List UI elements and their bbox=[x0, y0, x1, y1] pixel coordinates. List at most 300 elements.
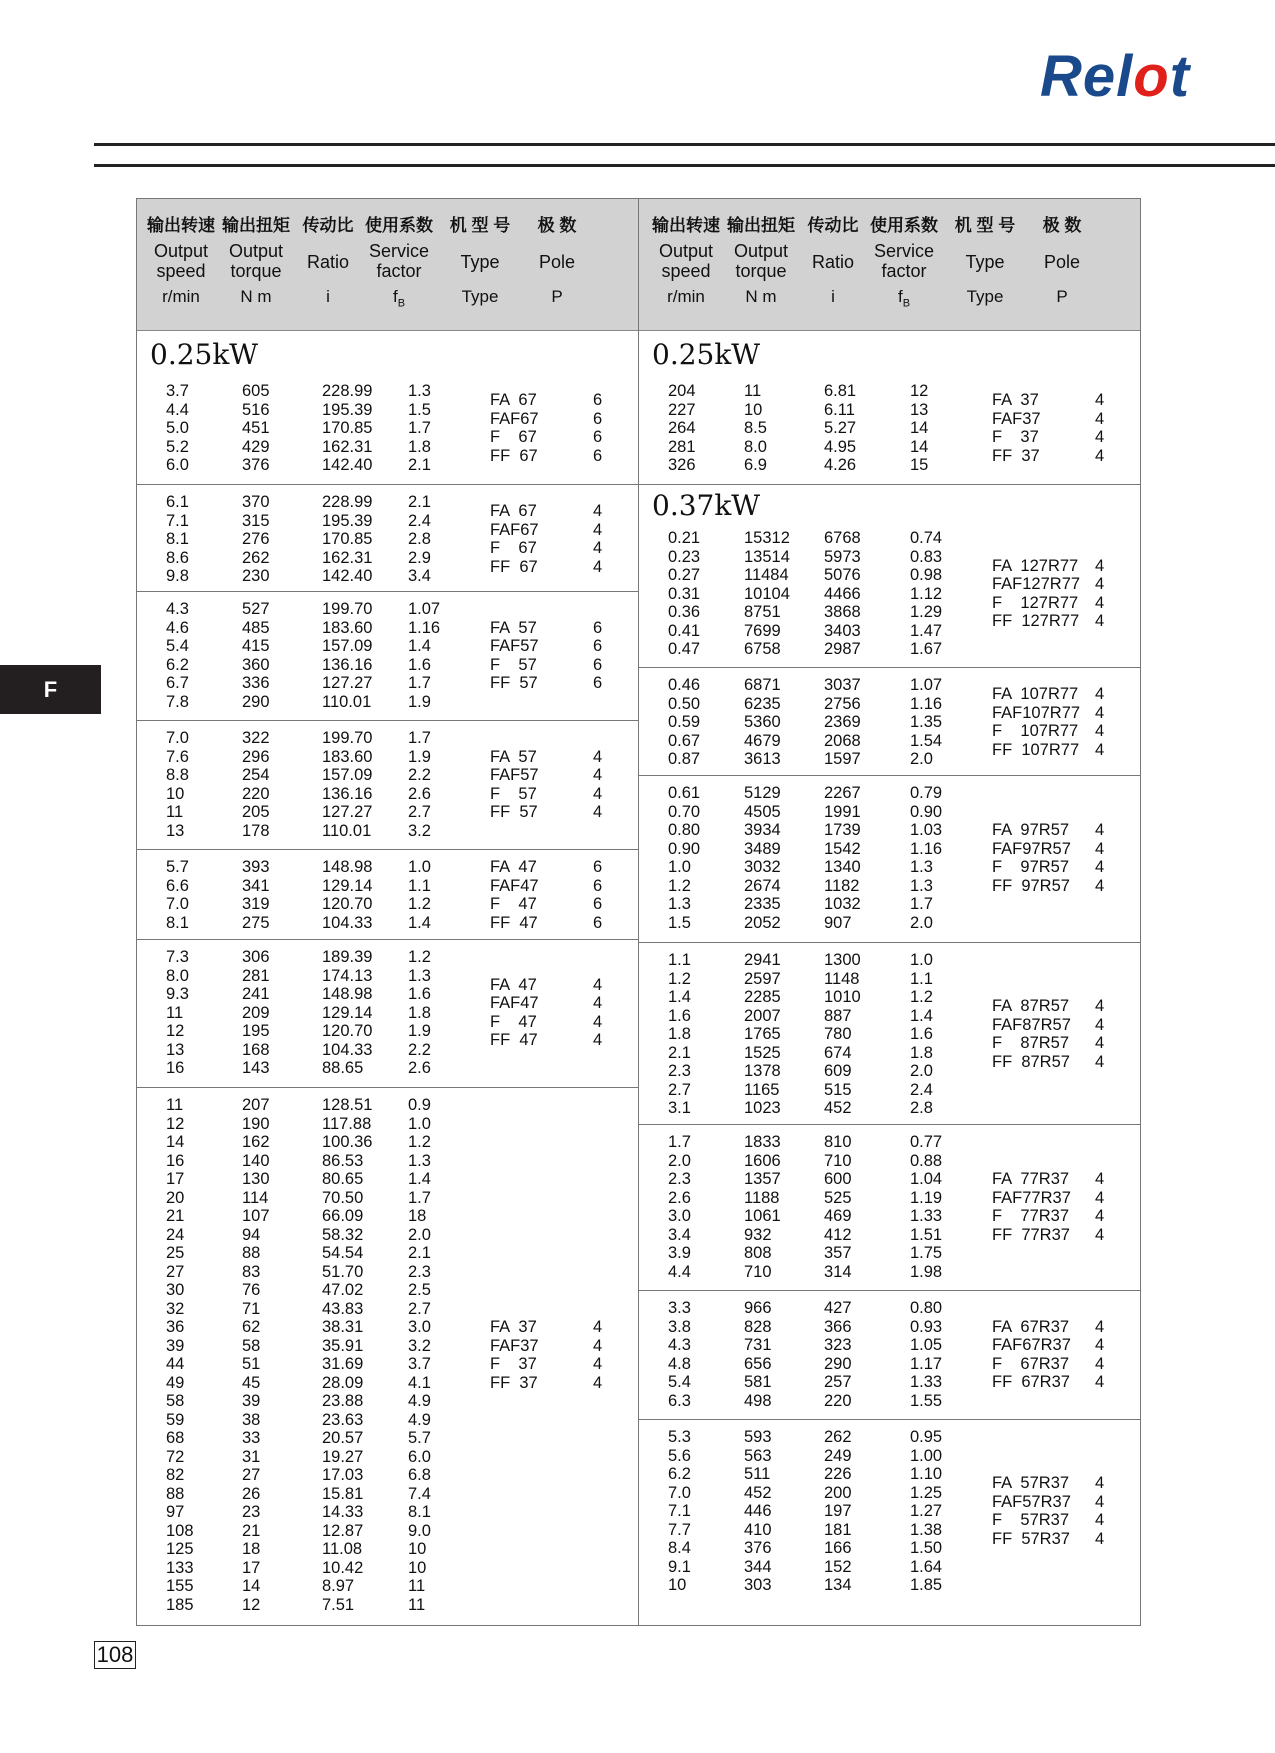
cell-torque: 190 bbox=[242, 1114, 270, 1133]
cell-sf: 1.3 bbox=[910, 876, 933, 895]
cell-pole: 4 bbox=[1095, 1034, 1105, 1053]
cell-torque: 415 bbox=[242, 637, 270, 655]
cell-sf: 11 bbox=[408, 1595, 426, 1614]
header-cn: 传动比 bbox=[302, 216, 354, 235]
cell-torque: 593 bbox=[744, 1428, 772, 1446]
cell-ratio: 80.65 bbox=[322, 1170, 364, 1188]
cell-torque: 26 bbox=[242, 1484, 261, 1503]
cell-ratio: 220 bbox=[824, 1391, 852, 1410]
cell-ratio: 54.54 bbox=[322, 1244, 364, 1262]
cell-torque: 8.0 bbox=[744, 437, 767, 456]
cell-torque: 1061 bbox=[744, 1207, 781, 1225]
cell-pole: 4 bbox=[1095, 997, 1105, 1016]
cell-torque: 241 bbox=[242, 985, 270, 1003]
data-group bbox=[639, 330, 1140, 485]
cell-speed: 2.0 bbox=[668, 1151, 691, 1170]
cell-ratio: 427 bbox=[824, 1299, 852, 1317]
cell-speed: 326 bbox=[668, 456, 696, 474]
cell-ratio: 166 bbox=[824, 1539, 852, 1557]
cell-torque: 446 bbox=[744, 1502, 772, 1520]
cell-type: FA 57 bbox=[490, 618, 537, 637]
cell-type: FAF47 bbox=[490, 876, 539, 895]
cell-sf: 1.17 bbox=[910, 1354, 943, 1373]
cell-torque: 23 bbox=[242, 1503, 261, 1521]
cell-speed: 3.3 bbox=[668, 1299, 691, 1317]
cell-ratio: 412 bbox=[824, 1225, 852, 1244]
cell-type: FA 67 bbox=[490, 391, 537, 410]
cell-type: FF 47 bbox=[490, 1031, 538, 1050]
cell-torque: 62 bbox=[242, 1318, 261, 1336]
cell-torque: 516 bbox=[242, 400, 270, 419]
cell-sf: 1.6 bbox=[910, 1025, 933, 1043]
cell-pole: 6 bbox=[593, 428, 603, 447]
cell-speed: 14 bbox=[166, 1133, 185, 1151]
cell-ratio: 28.09 bbox=[322, 1373, 364, 1392]
header-en: Service factor bbox=[873, 241, 935, 281]
cell-ratio: 104.33 bbox=[322, 1040, 373, 1059]
cell-sf: 1.64 bbox=[910, 1557, 943, 1576]
cell-sf: 1.4 bbox=[408, 637, 431, 655]
cell-speed: 8.4 bbox=[668, 1539, 691, 1557]
cell-ratio: 674 bbox=[824, 1043, 852, 1062]
cell-speed: 0.41 bbox=[668, 621, 701, 640]
cell-pole: 4 bbox=[593, 766, 603, 784]
data-group bbox=[137, 484, 638, 592]
cell-pole: 6 bbox=[593, 409, 603, 428]
cell-speed: 20 bbox=[166, 1188, 185, 1207]
header-cn: 输出扭矩 bbox=[222, 216, 290, 235]
header-cn: 极 数 bbox=[1042, 216, 1082, 235]
cell-ratio: 1010 bbox=[824, 988, 861, 1006]
cell-sf: 1.7 bbox=[910, 895, 933, 913]
cell-sf: 1.2 bbox=[408, 948, 431, 966]
cell-type: FF 77R37 bbox=[992, 1225, 1070, 1244]
cell-torque: 3032 bbox=[744, 858, 781, 876]
cell-ratio: 5.27 bbox=[824, 419, 857, 437]
cell-torque: 6235 bbox=[744, 694, 781, 713]
data-group bbox=[639, 667, 1140, 776]
cell-ratio: 357 bbox=[824, 1244, 852, 1262]
cell-torque: 1165 bbox=[744, 1080, 780, 1099]
cell-speed: 7.7 bbox=[668, 1520, 691, 1539]
cell-torque: 1525 bbox=[744, 1043, 781, 1062]
cell-torque: 341 bbox=[242, 876, 270, 895]
cell-pole: 4 bbox=[1095, 1225, 1105, 1244]
cell-speed: 1.0 bbox=[668, 858, 691, 876]
cell-speed: 155 bbox=[166, 1577, 194, 1595]
cell-speed: 0.67 bbox=[668, 731, 701, 750]
cell-speed: 0.50 bbox=[668, 694, 701, 713]
cell-sf: 0.9 bbox=[408, 1096, 431, 1114]
cell-speed: 133 bbox=[166, 1558, 194, 1577]
cell-sf: 2.0 bbox=[408, 1225, 431, 1244]
cell-sf: 2.7 bbox=[408, 1299, 431, 1318]
cell-sf: 1.0 bbox=[910, 951, 933, 969]
cell-torque: 4679 bbox=[744, 731, 781, 750]
cell-sf: 1.03 bbox=[910, 821, 943, 839]
cell-pole: 4 bbox=[1095, 821, 1105, 839]
cell-ratio: 6.81 bbox=[824, 382, 857, 400]
header-unit: r/min bbox=[667, 287, 705, 306]
cell-sf: 1.3 bbox=[910, 858, 933, 876]
cell-ratio: 1148 bbox=[824, 969, 860, 988]
cell-sf: 14 bbox=[910, 419, 929, 437]
header-en: Output torque bbox=[228, 241, 284, 281]
cell-sf: 1.47 bbox=[910, 621, 943, 640]
cell-speed: 27 bbox=[166, 1262, 185, 1281]
cell-pole: 6 bbox=[593, 876, 603, 895]
cell-speed: 2.6 bbox=[668, 1188, 691, 1207]
cell-sf: 1.6 bbox=[408, 655, 431, 674]
cell-sf: 1.19 bbox=[910, 1188, 943, 1207]
cell-torque: 2674 bbox=[744, 876, 781, 895]
cell-pole: 4 bbox=[1095, 612, 1105, 631]
cell-type: FF 87R57 bbox=[992, 1052, 1070, 1071]
cell-speed: 8.1 bbox=[166, 913, 189, 932]
cell-type: F 107R77 bbox=[992, 722, 1079, 741]
cell-speed: 3.0 bbox=[668, 1207, 691, 1225]
cell-ratio: 110.01 bbox=[322, 692, 372, 711]
cell-type: F 47 bbox=[490, 1012, 537, 1031]
cell-sf: 2.8 bbox=[910, 1099, 933, 1117]
cell-sf: 2.8 bbox=[408, 530, 431, 548]
cell-torque: 83 bbox=[242, 1262, 261, 1281]
cell-torque: 140 bbox=[242, 1151, 270, 1170]
cell-pole: 4 bbox=[1095, 1170, 1105, 1188]
cell-type: FAF127R77 bbox=[992, 575, 1081, 594]
cell-speed: 7.1 bbox=[668, 1502, 691, 1520]
cell-speed: 0.70 bbox=[668, 802, 701, 821]
cell-pole: 4 bbox=[1095, 703, 1105, 722]
cell-ratio: 2756 bbox=[824, 694, 861, 713]
cell-torque: 4505 bbox=[744, 802, 781, 821]
header-cn: 极 数 bbox=[537, 216, 577, 235]
cell-type: F 57 bbox=[490, 655, 537, 674]
cell-speed: 9.1 bbox=[668, 1557, 691, 1576]
data-group bbox=[137, 939, 638, 1088]
cell-torque: 168 bbox=[242, 1040, 270, 1059]
cell-sf: 1.33 bbox=[910, 1207, 943, 1225]
cell-speed: 21 bbox=[166, 1207, 185, 1225]
cell-sf: 1.27 bbox=[910, 1502, 943, 1520]
cell-ratio: 10.42 bbox=[322, 1558, 364, 1577]
cell-torque: 3613 bbox=[744, 750, 781, 768]
cell-speed: 82 bbox=[166, 1466, 185, 1484]
cell-speed: 6.6 bbox=[166, 876, 189, 895]
cell-speed: 10 bbox=[166, 784, 185, 803]
cell-pole: 4 bbox=[1095, 740, 1105, 759]
cell-ratio: 600 bbox=[824, 1170, 852, 1188]
cell-speed: 11 bbox=[166, 1096, 184, 1114]
cell-sf: 1.67 bbox=[910, 640, 943, 658]
cell-torque: 731 bbox=[744, 1336, 772, 1354]
cell-torque: 410 bbox=[744, 1520, 772, 1539]
header-rule bbox=[94, 164, 1275, 167]
cell-ratio: 148.98 bbox=[322, 985, 373, 1003]
cell-sf: 1.50 bbox=[910, 1539, 943, 1557]
header-unit: N m bbox=[240, 287, 272, 306]
cell-ratio: 314 bbox=[824, 1262, 852, 1281]
cell-torque: 14 bbox=[242, 1577, 261, 1595]
cell-type: FF 97R57 bbox=[992, 876, 1070, 895]
cell-sf: 1.35 bbox=[910, 713, 943, 731]
header-en: Output speed bbox=[658, 241, 714, 281]
cell-sf: 2.1 bbox=[408, 1244, 431, 1262]
cell-speed: 25 bbox=[166, 1244, 185, 1262]
cell-type: FA 97R57 bbox=[992, 821, 1070, 839]
cell-speed: 36 bbox=[166, 1318, 185, 1336]
cell-ratio: 11.08 bbox=[322, 1540, 363, 1558]
cell-sf: 1.3 bbox=[408, 1151, 431, 1170]
cell-torque: 393 bbox=[242, 858, 270, 876]
data-group bbox=[137, 720, 638, 850]
cell-speed: 11 bbox=[166, 803, 184, 821]
cell-ratio: 1340 bbox=[824, 858, 861, 876]
cell-speed: 8.8 bbox=[166, 766, 189, 784]
cell-sf: 0.80 bbox=[910, 1299, 943, 1317]
cell-pole: 4 bbox=[1095, 876, 1105, 895]
cell-ratio: 2987 bbox=[824, 640, 861, 658]
cell-speed: 227 bbox=[668, 400, 696, 419]
cell-sf: 4.1 bbox=[408, 1373, 431, 1392]
cell-sf: 1.16 bbox=[910, 839, 943, 858]
cell-torque: 58 bbox=[242, 1336, 261, 1355]
cell-ratio: 170.85 bbox=[322, 419, 373, 437]
cell-ratio: 66.09 bbox=[322, 1207, 364, 1225]
cell-speed: 97 bbox=[166, 1503, 185, 1521]
cell-sf: 8.1 bbox=[408, 1503, 431, 1521]
cell-ratio: 23.88 bbox=[322, 1392, 364, 1410]
cell-speed: 12 bbox=[166, 1114, 185, 1133]
cell-sf: 1.7 bbox=[408, 1188, 431, 1207]
cell-sf: 18 bbox=[408, 1207, 427, 1225]
data-group bbox=[137, 1087, 638, 1625]
cell-ratio: 366 bbox=[824, 1317, 852, 1336]
header-rule bbox=[94, 143, 1275, 146]
cell-speed: 2.1 bbox=[668, 1043, 691, 1062]
cell-type: FAF37 bbox=[992, 409, 1041, 428]
cell-torque: 10104 bbox=[744, 584, 790, 603]
cell-pole: 4 bbox=[1095, 575, 1105, 594]
cell-sf: 1.9 bbox=[408, 1022, 431, 1040]
cell-sf: 1.12 bbox=[910, 584, 943, 603]
cell-speed: 7.1 bbox=[166, 511, 189, 530]
cell-pole: 4 bbox=[593, 747, 603, 766]
cell-pole: 4 bbox=[1095, 1015, 1105, 1034]
cell-speed: 11 bbox=[166, 1003, 184, 1022]
cell-sf: 0.77 bbox=[910, 1133, 943, 1151]
cell-ratio: 1991 bbox=[824, 802, 861, 821]
cell-ratio: 127.27 bbox=[322, 674, 373, 692]
cell-ratio: 5076 bbox=[824, 566, 861, 584]
cell-ratio: 3868 bbox=[824, 603, 861, 621]
cell-type: FA 107R77 bbox=[992, 685, 1079, 704]
cell-ratio: 262 bbox=[824, 1428, 852, 1446]
chapter-tab: F bbox=[0, 665, 101, 714]
cell-torque: 178 bbox=[242, 821, 270, 840]
cell-sf: 2.6 bbox=[408, 784, 431, 803]
cell-speed: 1.1 bbox=[668, 951, 691, 969]
cell-ratio: 195.39 bbox=[322, 400, 373, 419]
cell-torque: 1378 bbox=[744, 1062, 781, 1080]
cell-speed: 0.36 bbox=[668, 603, 701, 621]
cell-ratio: 189.39 bbox=[322, 948, 373, 966]
cell-pole: 6 bbox=[593, 391, 603, 410]
cell-speed: 58 bbox=[166, 1392, 185, 1410]
cell-ratio: 70.50 bbox=[322, 1188, 364, 1207]
cell-sf: 2.7 bbox=[408, 803, 431, 821]
cell-speed: 12 bbox=[166, 1022, 185, 1040]
cell-torque: 45 bbox=[242, 1373, 261, 1392]
cell-ratio: 170.85 bbox=[322, 530, 373, 548]
cell-sf: 3.4 bbox=[408, 567, 431, 585]
header-unit: P bbox=[551, 287, 563, 306]
cell-sf: 2.6 bbox=[408, 1059, 431, 1077]
cell-torque: 2052 bbox=[744, 913, 781, 932]
cell-sf: 1.6 bbox=[408, 985, 431, 1003]
cell-torque: 1765 bbox=[744, 1025, 781, 1043]
cell-type: F 77R37 bbox=[992, 1207, 1070, 1225]
cell-torque: 51 bbox=[242, 1355, 261, 1373]
cell-speed: 1.6 bbox=[668, 1006, 691, 1025]
cell-pole: 4 bbox=[593, 1336, 603, 1355]
cell-sf: 1.33 bbox=[910, 1373, 943, 1391]
cell-type: FAF57 bbox=[490, 766, 539, 784]
cell-ratio: 249 bbox=[824, 1446, 852, 1465]
cell-speed: 2.3 bbox=[668, 1062, 691, 1080]
cell-torque: 33 bbox=[242, 1429, 261, 1447]
cell-torque: 130 bbox=[242, 1170, 270, 1188]
cell-torque: 1606 bbox=[744, 1151, 781, 1170]
cell-sf: 2.1 bbox=[408, 493, 431, 511]
cell-speed: 5.7 bbox=[166, 858, 189, 876]
cell-sf: 1.8 bbox=[408, 1003, 431, 1022]
cell-torque: 262 bbox=[242, 548, 270, 567]
power-label: 0.25kW bbox=[150, 338, 259, 371]
cell-sf: 1.98 bbox=[910, 1262, 943, 1281]
cell-speed: 6.7 bbox=[166, 674, 189, 692]
cell-pole: 4 bbox=[593, 1355, 603, 1373]
cell-pole: 4 bbox=[1095, 1373, 1105, 1391]
header-unit: i bbox=[326, 287, 330, 306]
cell-sf: 0.90 bbox=[910, 802, 943, 821]
header-unit: Type bbox=[461, 287, 499, 306]
cell-sf: 1.9 bbox=[408, 747, 431, 766]
cell-speed: 9.3 bbox=[166, 985, 189, 1003]
cell-sf: 1.25 bbox=[910, 1483, 943, 1502]
cell-pole: 4 bbox=[1095, 409, 1105, 428]
cell-pole: 4 bbox=[1095, 391, 1105, 410]
cell-speed: 4.4 bbox=[668, 1262, 691, 1281]
cell-pole: 4 bbox=[1095, 1188, 1105, 1207]
cell-ratio: 3037 bbox=[824, 676, 861, 694]
cell-sf: 1.7 bbox=[408, 729, 431, 747]
cell-speed: 125 bbox=[166, 1540, 194, 1558]
cell-torque: 27 bbox=[242, 1466, 261, 1484]
cell-torque: 6871 bbox=[744, 676, 781, 694]
cell-type: FAF97R57 bbox=[992, 839, 1071, 858]
cell-torque: 11 bbox=[744, 382, 762, 400]
cell-sf: 3.2 bbox=[408, 1336, 431, 1355]
cell-type: FA 47 bbox=[490, 975, 537, 994]
cell-sf: 11 bbox=[408, 1577, 426, 1595]
cell-speed: 5.0 bbox=[166, 419, 189, 437]
cell-sf: 2.0 bbox=[910, 750, 933, 768]
cell-sf: 0.95 bbox=[910, 1428, 943, 1446]
header-unit: N m bbox=[745, 287, 777, 306]
cell-ratio: 199.70 bbox=[322, 729, 373, 747]
cell-pole: 6 bbox=[593, 655, 603, 674]
header-en: Type bbox=[965, 252, 1005, 272]
cell-sf: 1.2 bbox=[910, 988, 933, 1006]
cell-ratio: 51.70 bbox=[322, 1262, 364, 1281]
cell-ratio: 4466 bbox=[824, 584, 861, 603]
cell-sf: 3.2 bbox=[408, 821, 431, 840]
cell-torque: 207 bbox=[242, 1096, 270, 1114]
cell-sf: 1.3 bbox=[408, 966, 431, 985]
cell-speed: 17 bbox=[166, 1170, 185, 1188]
cell-ratio: 88.65 bbox=[322, 1059, 364, 1077]
cell-ratio: 6.11 bbox=[824, 400, 855, 419]
cell-speed: 1.8 bbox=[668, 1025, 691, 1043]
cell-ratio: 525 bbox=[824, 1188, 852, 1207]
cell-ratio: 1300 bbox=[824, 951, 861, 969]
cell-type: FA 77R37 bbox=[992, 1170, 1070, 1188]
cell-speed: 0.27 bbox=[668, 566, 701, 584]
cell-ratio: 120.70 bbox=[322, 895, 373, 913]
cell-speed: 6.1 bbox=[166, 493, 189, 511]
cell-speed: 3.9 bbox=[668, 1244, 691, 1262]
data-group bbox=[137, 330, 638, 485]
cell-sf: 0.83 bbox=[910, 547, 943, 566]
cell-speed: 10 bbox=[668, 1576, 687, 1594]
cell-sf: 14 bbox=[910, 437, 929, 456]
header-cn: 传动比 bbox=[807, 216, 859, 235]
cell-torque: 8.5 bbox=[744, 419, 767, 437]
cell-type: FF 127R77 bbox=[992, 612, 1080, 631]
cell-torque: 485 bbox=[242, 618, 270, 637]
cell-ratio: 136.16 bbox=[322, 784, 373, 803]
cell-ratio: 38.31 bbox=[322, 1318, 364, 1336]
cell-torque: 17 bbox=[242, 1558, 261, 1577]
cell-sf: 12 bbox=[910, 382, 929, 400]
cell-torque: 2285 bbox=[744, 988, 781, 1006]
cell-type: F 97R57 bbox=[992, 858, 1070, 876]
header-cn: 使用系数 bbox=[365, 216, 433, 235]
cell-sf: 2.3 bbox=[408, 1262, 431, 1281]
cell-speed: 44 bbox=[166, 1355, 185, 1373]
cell-speed: 4.3 bbox=[166, 600, 189, 618]
cell-speed: 0.61 bbox=[668, 784, 701, 802]
page-number: 108 bbox=[94, 1641, 136, 1669]
cell-speed: 1.3 bbox=[668, 895, 691, 913]
cell-type: FAF107R77 bbox=[992, 703, 1081, 722]
cell-type: FF 57 bbox=[490, 803, 538, 821]
cell-torque: 1188 bbox=[744, 1188, 780, 1207]
cell-sf: 15 bbox=[910, 456, 929, 474]
cell-torque: 360 bbox=[242, 655, 270, 674]
header-cn: 机 型 号 bbox=[449, 216, 511, 235]
cell-torque: 18 bbox=[242, 1540, 261, 1558]
cell-ratio: 5973 bbox=[824, 547, 861, 566]
cell-torque: 344 bbox=[744, 1557, 772, 1576]
header-en: Output speed bbox=[153, 241, 209, 281]
cell-sf: 1.16 bbox=[408, 618, 441, 637]
cell-torque: 5360 bbox=[744, 713, 781, 731]
cell-ratio: 142.40 bbox=[322, 567, 373, 585]
cell-torque: 1023 bbox=[744, 1099, 781, 1117]
cell-torque: 88 bbox=[242, 1244, 261, 1262]
